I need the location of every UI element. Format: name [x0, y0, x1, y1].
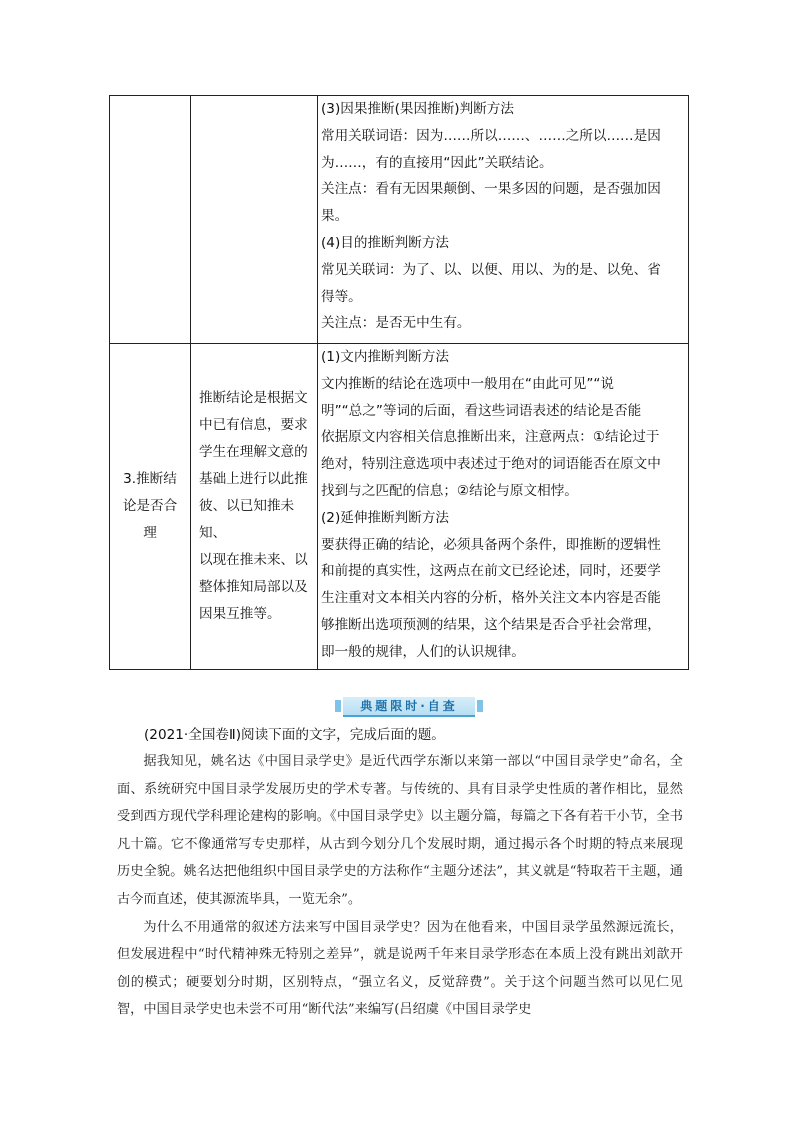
method-line: 关注点：是否无中生有。: [321, 315, 471, 332]
table-cell-methods: [318, 96, 689, 344]
method-line: 明”“总之”等词的后面，看这些词语表述的结论是否能: [321, 402, 642, 419]
table-row: [110, 96, 689, 344]
table-cell-category: 3.推断结 论是否合 理: [110, 344, 191, 670]
method-line: 依据原文内容相关信息推断出来，注意两点：①结论过于: [321, 429, 660, 446]
passage-paragraph: 据我知见，姚名达《中国目录学史》是近代西学东渐以来第一部以“中国目录学史”命名，全面、系统研究中国目录学发展历史的学术专著。与传统的、具有目录学史性质的著作相比，显然受到西方现代学科理论建构的影响。《中国目录学史》以主题分篇，每篇之下各有若干小节，全书凡十篇。它不像通常写专史那样，从古到今划分几个发展时期，通过揭示各个时期的特点来展现历史全貌。姚名达把他组织中国目录学史的方法称作“主题分述法”，其义就是“特取若干主题，通古今而直述，使其源流毕具，一览无余”。: [117, 754, 683, 907]
method-line: 果。: [321, 208, 349, 225]
method-line: 和前提的真实性，这两点在前文已经论述，同时，还要学: [321, 563, 661, 580]
method-line: 绝对，特别注意选项中表述过于绝对的词语能否在原文中: [321, 456, 661, 473]
method-line: 常用关联词语：因为……所以……、……之所以……是因: [321, 127, 661, 144]
table-cell-methods: [318, 344, 689, 670]
table-row: [110, 344, 689, 670]
method-line: (2)延伸推断判断方法: [321, 509, 450, 526]
method-line: 要获得正确的结论，必须具备两个条件，即推断的逻辑性: [321, 536, 661, 553]
method-line: 即一般的规律，人们的认识规律。: [321, 643, 525, 660]
question-source: (2021·全国卷Ⅱ)阅读下面的文字，完成后面的题。: [144, 727, 445, 743]
passage-paragraph: 为什么不用通常的叙述方法来写中国目录学史？因为在他看来，中国目录学虽然源远流长，但发展进程中“时代精神殊无特别之差异”，就是说两千年来目录学形态在本质上没有跳出刘歆开创的模式；硬要划分时期，区别特点，“强立名义，反觉辞费”。关于这个问题当然可以见仁见智，中国目录学史也未尝不可用“断代法”来编写(吕绍虞《中国目录学史: [117, 919, 683, 1018]
method-line: (1)文内推断判断方法: [321, 349, 450, 365]
method-line: 关注点：看有无因果颠倒、一果多因的问题，是否强加因: [321, 181, 661, 198]
method-line: 够推断出选项预测的结果，这个结果是否合乎社会常理，: [321, 616, 661, 633]
method-line: 为……，有的直接用“因此”关联结论。: [321, 154, 553, 171]
reading-passage: [117, 748, 683, 1024]
method-line: 得等。: [321, 288, 362, 305]
method-line: 找到与之匹配的信息；②结论与原文相悖。: [321, 482, 578, 499]
method-line: 文内推断的结论在选项中一般用在“由此可见”“说: [321, 375, 615, 392]
method-line: (4)目的推断判断方法: [321, 234, 450, 251]
section-banner: 典题限时·自查: [343, 697, 475, 717]
table-cell-definition: 推断结论是根据文 中已有信息，要求 学生在理解文意的 基础上进行以此推 彼、以已知推未知、 以现在推未来、以 整体推知局部以及 因果互推等。: [191, 344, 318, 670]
table-cell-category: [110, 96, 191, 344]
method-table: [109, 95, 689, 670]
method-line: (3)因果推断(果因推断)判断方法: [321, 101, 514, 117]
table-cell-definition: [191, 96, 318, 344]
method-line: 生注重对文本相关内容的分析，格外关注文本内容是否能: [321, 590, 661, 607]
method-line: 常见关联词：为了、以、以便、用以、为的是、以免、省: [321, 261, 661, 278]
